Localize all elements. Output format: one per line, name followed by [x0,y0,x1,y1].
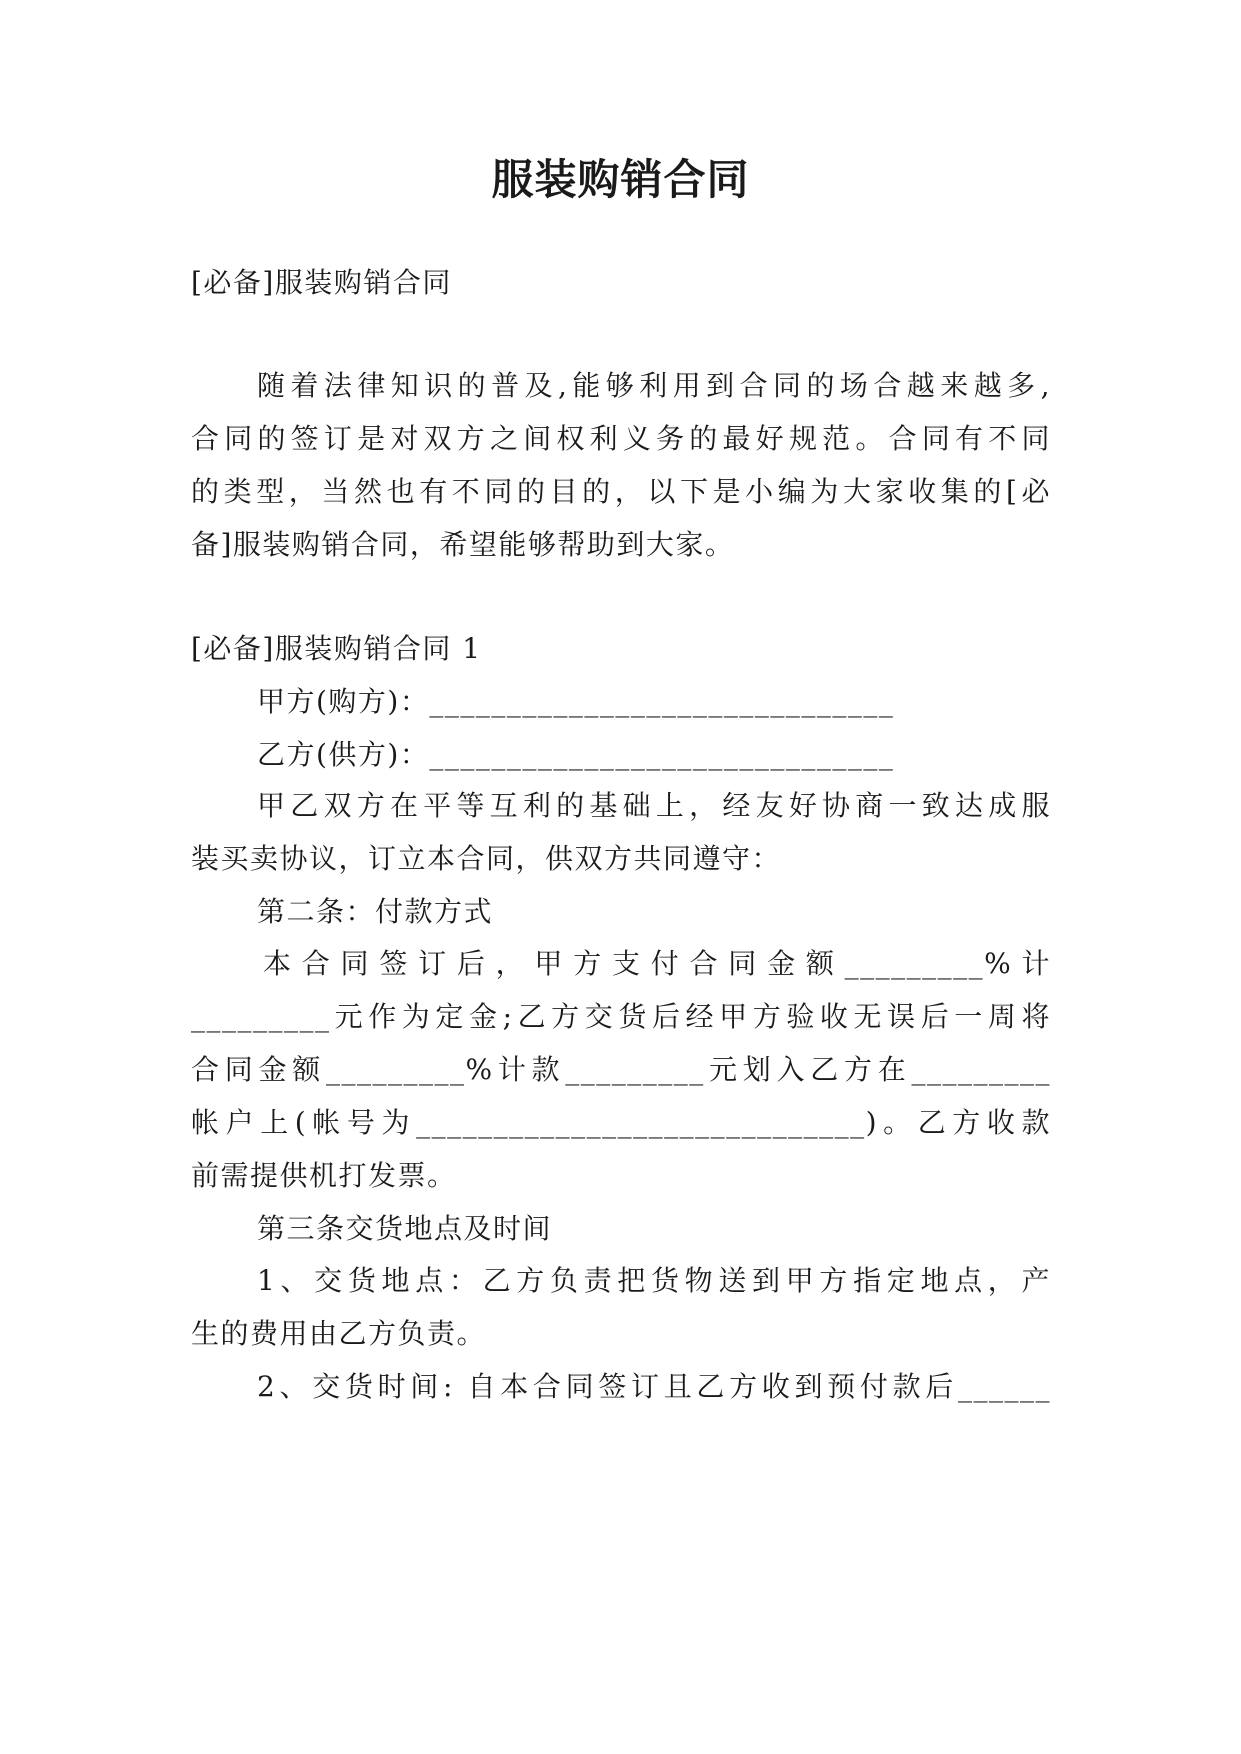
payment-line-5: 前需提供机打发票。 [191,1159,457,1192]
party-b-line: 乙方(供方)：______________________________ [257,738,895,771]
section-heading: [必备]服装购销合同 1 [191,632,482,665]
article-2-heading: 第二条：付款方式 [257,895,494,928]
intro-line-4: 备]服装购销合同，希望能够帮助到大家。 [191,528,735,561]
payment-line-2: _________元作为定金;乙方交货后经甲方验收无误后一周将 [191,1000,1051,1033]
document-title: 服装购销合同 [491,155,750,204]
payment-line-4: 帐户上(帐号为_____________________________)。乙方收款 [191,1106,1051,1139]
payment-line-3: 合同金额_________%计款_________元划入乙方在_________ [191,1053,1051,1086]
delivery-place-line-1: 1、交货地点：乙方负责把货物送到甲方指定地点，产 [257,1264,1051,1297]
intro-line-1: 随着法律知识的普及,能够利用到合同的场合越来越多, [257,369,1051,402]
party-a-line: 甲方(购方)：______________________________ [257,685,895,718]
delivery-time-line: 2、交货时间: 自本合同签订且乙方收到预付款后______ [257,1370,1051,1403]
payment-line-1: 本合同签订后，甲方支付合同金额_________%计 [263,947,1051,980]
agreement-line-2: 装买卖协议，订立本合同，供双方共同遵守： [191,842,782,875]
intro-line-3: 的类型，当然也有不同的目的，以下是小编为大家收集的[必 [191,475,1051,508]
intro-line-2: 合同的签订是对双方之间权利义务的最好规范。合同有不同 [191,422,1051,455]
agreement-line-1: 甲乙双方在平等互利的基础上，经友好协商一致达成服 [257,789,1051,822]
article-3-heading: 第三条交货地点及时间 [257,1212,553,1245]
delivery-place-line-2: 生的费用由乙方负责。 [191,1317,487,1350]
subtitle-line: [必备]服装购销合同 [191,266,452,299]
